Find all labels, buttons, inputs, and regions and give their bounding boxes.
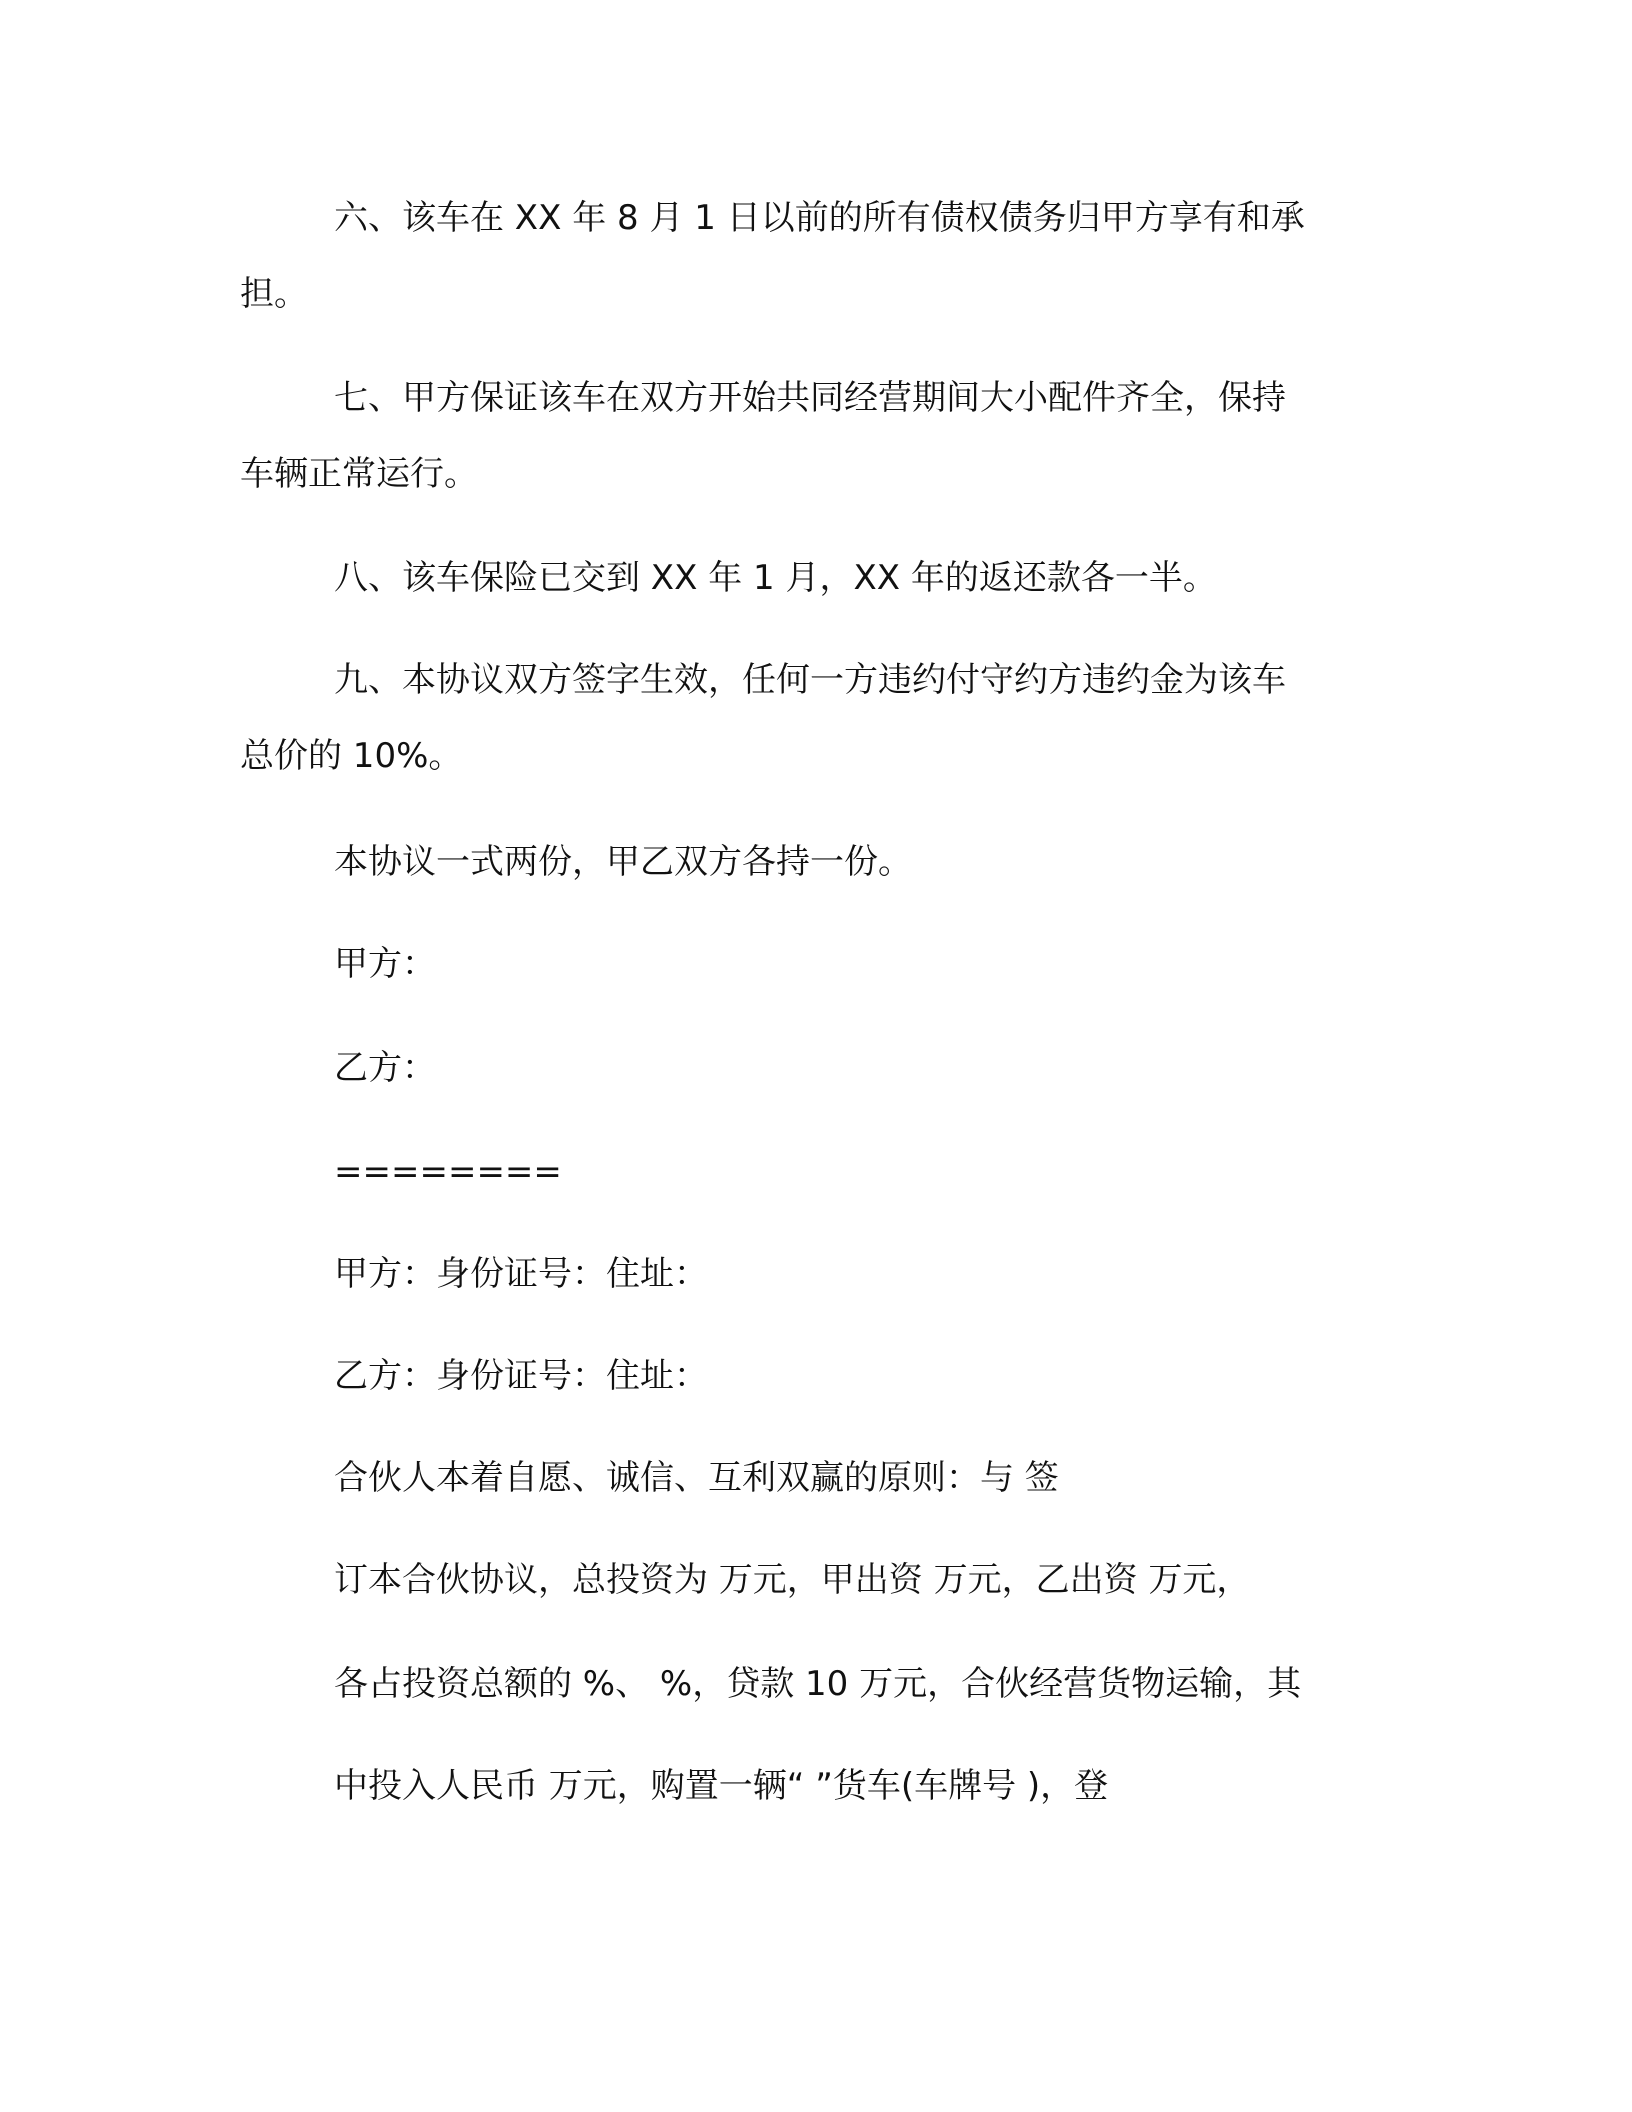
partnership-principle: 合伙人本着自愿、诚信、互利双赢的原则：与 签 [334, 1458, 1059, 1498]
party-b-info: 乙方：身份证号：住址： [334, 1356, 708, 1396]
clause-6-line-1: 六、该车在 XX 年 8 月 1 日以前的所有债权债务归甲方享有和承 [334, 198, 1305, 238]
clause-9-line-2: 总价的 10%。 [240, 736, 463, 776]
clause-6-line-2: 担。 [240, 274, 308, 314]
party-a-signature-label: 甲方： [334, 944, 436, 984]
clause-9-line-1: 九、本协议双方签字生效，任何一方违约付守约方违约金为该车 [334, 660, 1286, 700]
clause-7-line-2: 车辆正常运行。 [240, 454, 478, 494]
party-a-info: 甲方：身份证号：住址： [334, 1254, 708, 1294]
partnership-vehicle: 中投入人民币 万元，购置一辆“ ”货车(车牌号 )，登 [334, 1766, 1109, 1806]
section-separator: ======== [334, 1152, 562, 1192]
party-b-signature-label: 乙方： [334, 1048, 436, 1088]
partnership-investment: 订本合伙协议，总投资为 万元，甲出资 万元，乙出资 万元， [334, 1560, 1251, 1600]
clause-8-line-1: 八、该车保险已交到 XX 年 1 月，XX 年的返还款各一半。 [334, 558, 1217, 598]
partnership-shares: 各占投资总额的 %、 %，贷款 10 万元，合伙经营货物运输，其 [334, 1664, 1302, 1704]
clause-7-line-1: 七、甲方保证该车在双方开始共同经营期间大小配件齐全，保持 [334, 378, 1286, 418]
copies-statement: 本协议一式两份，甲乙双方各持一份。 [334, 842, 912, 882]
